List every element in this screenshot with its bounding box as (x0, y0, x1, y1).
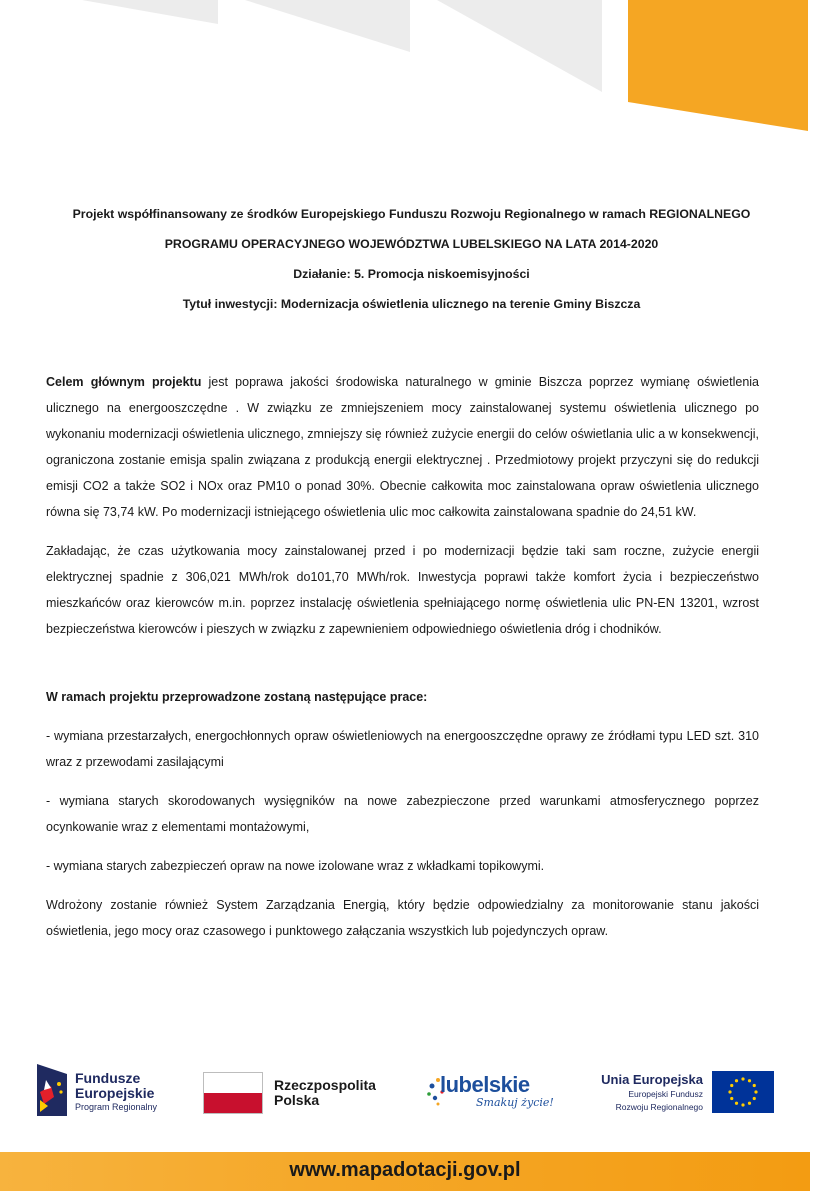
header-line-4: Tytuł inwestycji: Modernizacja oświetlenia ulicznego na terenie Gminy Biszcza (182, 297, 641, 311)
lubelskie-slogan: Smakuj życie! (476, 1096, 554, 1109)
paragraph-goal (46, 369, 759, 525)
goal-text: jest poprawa jakości środowiska naturalnego w gminie Biszcza poprzez wymianę oświetlenia ulicznego na energooszczędne . W związku ze zmniejszeniem mocy zainstalowanej systemu oświetlenia ulicznego po wykonaniu modernizacji oświetlenia ulicznego, zmniejszy się również zużycie energii do celów oświetlania ulic a w konsekwencji, ograniczona zostanie emisja spalin związana z produkcją energii elektrycznej . Przedmiotowy projekt przyczyni się do redukcji emisji CO2 a także SO2 i NOx oraz PM10 o ponad 30%. Obecnie całkowita moc zainstalowana opraw oświetlenia ulicznego równa się 73,74 kW. Po modernizacji istniejącego oświetlenia ulic moc całkowita zainstalowana spadnie do 24,51 kW. (46, 375, 759, 519)
ue-subtitle-2: Rozwoju Regionalnego (615, 1101, 703, 1112)
paragraph-energy-system: Wdrożony zostanie również System Zarządzania Energią, który będzie odpowiedzialny za monitorowanie stanu jakości oświetlenia, jego mocy oraz czasowego i punktowego załączania wszystkich lub pojedynczych opraw. (46, 898, 759, 938)
eu-star (748, 1102, 751, 1105)
footer-bar (0, 1152, 823, 1191)
rp-line-2: Polska (274, 1091, 320, 1108)
eu-star (730, 1097, 733, 1100)
eu-star (753, 1084, 756, 1087)
eu-star (741, 1077, 744, 1080)
eu-star (741, 1103, 744, 1106)
document-body (46, 369, 759, 957)
eu-star (730, 1084, 733, 1087)
work-item-2: - wymiana starych skorodowanych wysięgników na nowe zabezpieczone przed warunkami atmosferycznego poprzez ocynkowanie wraz z elementami montażowymi, (46, 794, 759, 834)
eu-star (735, 1079, 738, 1082)
works-heading: W ramach projektu przeprowadzone zostaną następujące prace: (46, 690, 428, 704)
fe-title-1: Fundusze (75, 1070, 141, 1086)
eu-star (753, 1097, 756, 1100)
header-line-1: Projekt współfinansowany ze środków Europejskiego Funduszu Rozwoju Regionalnego w ramach REGIONALNEGO (72, 207, 751, 221)
orange-stripe (628, 0, 808, 131)
ue-title: Unia Europejska (601, 1072, 703, 1087)
fe-subtitle: Program Regionalny (75, 1102, 158, 1113)
top-decoration (0, 0, 823, 140)
poland-flag-icon (203, 1072, 263, 1114)
eu-star (728, 1090, 731, 1093)
ue-subtitle-1: Europejski Fundusz (628, 1089, 703, 1099)
lubelskie-logo: lubelskie (440, 1072, 530, 1097)
footer-url[interactable]: www.mapadotacji.gov.pl (289, 1159, 521, 1181)
gray-stripe-1 (82, 0, 218, 24)
gray-stripe-2 (245, 0, 410, 52)
work-item-3: - wymiana starych zabezpieczeń opraw na nowe izolowane wraz z wkładkami topikowymi. (46, 859, 545, 873)
fundusze-europejskie-logo (75, 1071, 157, 1113)
eu-star (735, 1102, 738, 1105)
goal-lead: Celem głównym projektu (46, 375, 202, 389)
eu-star (748, 1079, 751, 1082)
logos-strip (0, 1058, 823, 1128)
rzeczpospolita-logo (274, 1078, 376, 1107)
paragraph-energy: Zakładając, że czas użytkowania mocy zainstalowanej przed i po modernizacji będzie taki sam roczne, zużycie energii elektrycznej spadnie z 306,021 MWh/rok do101,70 MWh/rok. Inwestycja poprawi także komfort życia i bezpieczeństwo mieszkańców oraz kierowców m.in. poprzez instalację oświetlenia spełniającego normę oświetlenia ulic PN-EN 13201, wzrost bezpieczeństwa kierowców i pieszych w związku z zapewnieniem odpowiedniego oświetlenia dróg i chodników. (46, 544, 759, 636)
fe-title-2: Europejskie (75, 1084, 155, 1101)
gray-stripe-3 (437, 0, 602, 92)
header-line-2: PROGRAMU OPERACYJNEGO WOJEWÓDZTWA LUBELSKIEGO NA LATA 2014-2020 (164, 237, 659, 251)
project-header (0, 199, 823, 319)
fundusze-europejskie-icon (37, 1064, 67, 1116)
eu-star (754, 1090, 757, 1093)
rp-line-1: Rzeczpospolita (274, 1077, 376, 1093)
work-item-1: - wymiana przestarzałych, energochłonnych opraw oświetleniowych na energooszczędne oprawy ze źródłami typu LED szt. 310 wraz z przewodami zasilającymi (46, 729, 759, 769)
header-line-3: Działanie: 5. Promocja niskoemisyjności (293, 267, 530, 281)
unia-europejska-logo (590, 1072, 703, 1112)
eu-flag-icon (712, 1071, 774, 1113)
